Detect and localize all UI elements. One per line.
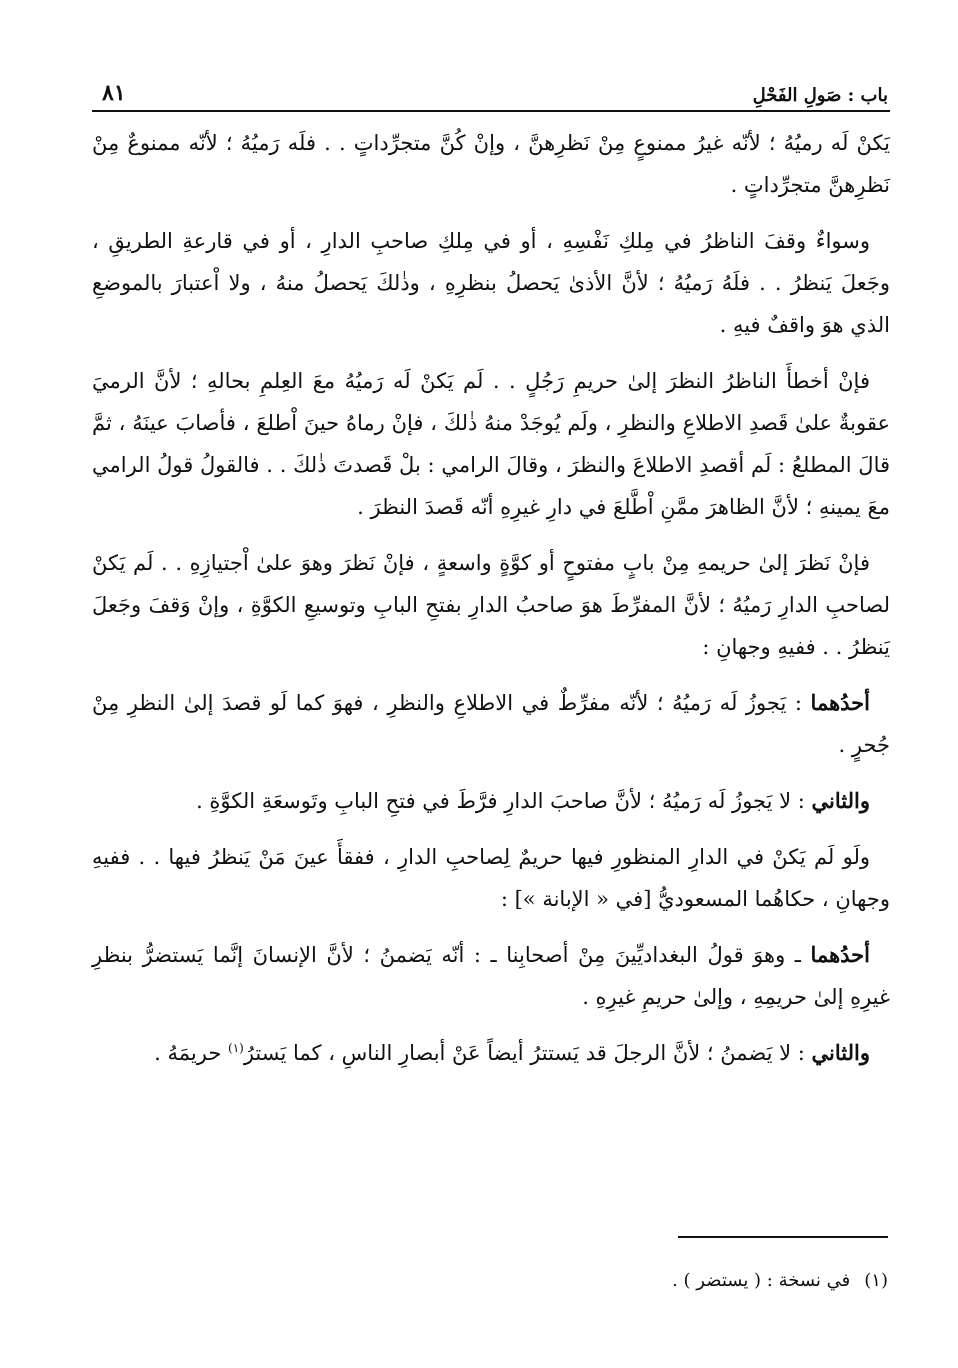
footnote-number: (١) xyxy=(864,1270,888,1291)
footnote-divider xyxy=(678,1236,888,1238)
paragraph-text: : لا يَجوزُ لَه رَميُهُ ؛ لأنَّ صاحبَ الدارِ فرَّطَ في فتحِ البابِ وتَوسعَةِ الكوَّةِ . xyxy=(196,789,812,813)
paragraph-tail: حريمَهُ . xyxy=(154,1041,228,1065)
book-page xyxy=(92,68,890,1328)
paragraph xyxy=(92,836,890,920)
page-body xyxy=(92,122,890,1074)
paragraph-text: فإنْ نَظرَ إلىٰ حريمهِ مِنْ بابٍ مفتوحٍ أو كوَّةٍ واسعةٍ ، فإنْ نَظرَ وهوَ علىٰ اْجتيازِهِ . . لَم يَكنْ لصاحبِ الدارِ رَميُهُ ؛ لأنَّ المفرِّطَ هوَ صاحبُ الدارِ بفتحِ البابِ وتوسيعِ الكوَّةِ ، وإنْ وَقفَ وجَعلَ يَنظرُ . . ففيهِ وجهانِ : xyxy=(92,551,890,659)
paragraph-text: ولَو لَم يَكنْ في الدارِ المنظورِ فيها حريمٌ لِصاحبِ الدارِ ، ففقأَ عينَ مَنْ يَنظرُ فيها . . ففيهِ وجهانِ ، حكاهُما المسعوديُّ [في « الإبانة »] : xyxy=(92,845,890,911)
paragraph xyxy=(92,360,890,528)
paragraph xyxy=(92,682,890,766)
paragraph-text: : لا يَضمنُ ؛ لأنَّ الرجلَ قد يَستترُ أيضاً عَنْ أبصارِ الناسِ ، كما يَسترُ xyxy=(243,1041,812,1065)
page-number: ٨١ xyxy=(102,80,126,106)
paragraph xyxy=(92,220,890,346)
footnotes xyxy=(98,1266,888,1296)
paragraph-lead: أحدُهما xyxy=(810,942,870,967)
paragraph-text: : يَجوزُ لَه رَميُهُ ؛ لأنّه مفرِّطٌ في الاطلاعِ والنظرِ ، فهوَ كما لَو قصدَ إلىٰ النظرِ مِنْ جُحرٍ . xyxy=(92,691,890,757)
paragraph-lead: والثاني xyxy=(811,788,870,813)
footnote-item xyxy=(98,1266,888,1296)
paragraph xyxy=(92,780,890,822)
paragraph-text: فإنْ أخطأَ الناظرُ النظرَ إلىٰ حريمِ رَجُلٍ . . لَم يَكنْ لَه رَميُهُ معَ العِلمِ بحالهِ ؛ لأنَّ الرميَ عقوبةٌ علىٰ قَصدِ الاطلاعِ والنظرِ ، ولَم يُوجَدْ منهُ ذٰلكَ ، فإنْ رماهُ حينَ اْطلعَ ، فأصابَ عينَهُ ، ثمَّ قالَ المطلعُ : لَم أقصدِ الاطلاعَ والنظرَ ، وقالَ الرامي : بلْ قَصدتَ ذٰلكَ . . فالقولُ قولُ الرامي معَ يمينهِ ؛ لأنَّ الظاهرَ ممَّنِ اْطَّلعَ في دارِ غيرِهِ أنّه قَصدَ النظرَ . xyxy=(92,369,890,519)
paragraph xyxy=(92,934,890,1018)
paragraph-lead: أحدُهما xyxy=(810,690,870,715)
footnote-text: في نسخة : ( يستضر ) . xyxy=(672,1270,851,1291)
paragraph xyxy=(92,542,890,668)
paragraph xyxy=(92,1032,890,1074)
paragraph-text: وسواءٌ وقفَ الناظرُ في مِلكِ نَفْسِهِ ، أو في مِلكِ صاحبِ الدارِ ، أو في قارعةِ الطريقِ ، وجَعلَ يَنظرُ . . فلَهُ رَميُهُ ؛ لأنَّ الأذىٰ يَحصلُ بنظرِهِ ، وذٰلكَ يَحصلُ منهُ ، ولا اْعتبارَ بالموضعِ الذي هوَ واقفٌ فيهِ . xyxy=(92,229,890,337)
paragraph xyxy=(92,122,890,206)
footnote-marker: (١) xyxy=(228,1041,244,1055)
page-header xyxy=(92,68,890,112)
paragraph-text: ـ وهوَ قولُ البغداديِّينَ مِنْ أصحابِنا ـ : أنّه يَضمنُ ؛ لأنَّ الإنسانَ إنَّما يَستضرُّ بنظرِ غيرِهِ إلىٰ حريمِهِ ، وإلىٰ حريمِ غيرِهِ . xyxy=(92,943,890,1009)
chapter-title: باب : صَولِ الفَحْلِ xyxy=(752,85,888,106)
paragraph-lead: والثاني xyxy=(811,1040,870,1065)
paragraph-text: يَكنْ لَه رميُهُ ؛ لأنّه غيرُ ممنوعٍ مِنْ نَظرِهنَّ ، وإنْ كُنَّ متجرِّداتٍ . . فلَه رَميُهُ ؛ لأنّه ممنوعٌ مِنْ نَظرِهنَّ متجرِّداتٍ . xyxy=(92,131,890,197)
